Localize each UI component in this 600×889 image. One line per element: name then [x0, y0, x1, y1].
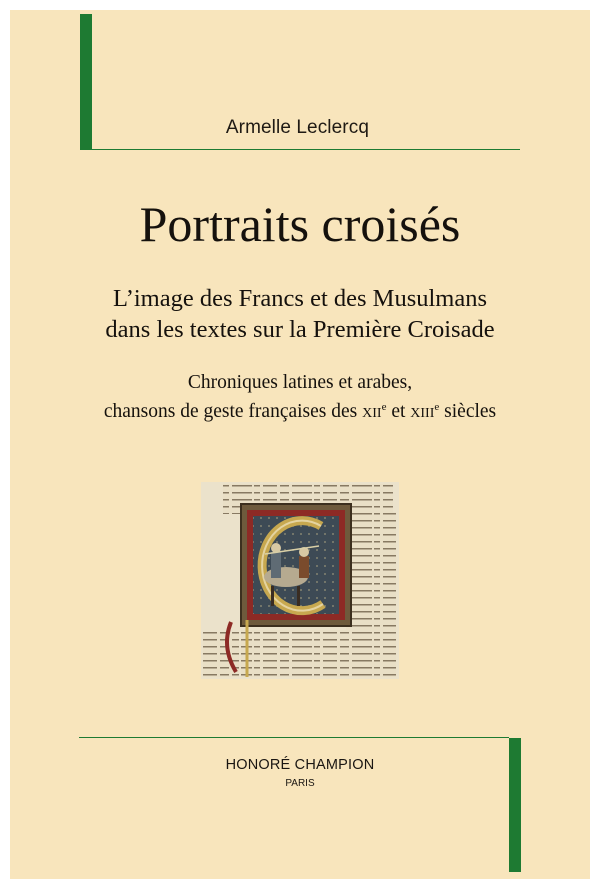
book-title: Portraits croisés — [139, 196, 461, 252]
publisher-name: HONORÉ CHAMPION — [225, 757, 375, 773]
author-name: Armelle Leclercq — [225, 117, 369, 138]
century-xii: XII — [362, 406, 382, 421]
manuscript-illumination-image — [201, 482, 399, 679]
bottom-rule — [79, 737, 509, 738]
secondary-subtitle-line-1: Chroniques latines et arabes, — [187, 372, 413, 393]
subtitle-line-1: L’image des Francs et des Musulmans — [112, 285, 488, 312]
century-xiii-suffix: e — [434, 401, 440, 413]
subtitle — [0, 283, 600, 345]
publisher-city: PARIS — [285, 778, 315, 789]
subtitle-line-2: dans les textes sur la Première Croisade — [105, 316, 495, 343]
top-rule — [92, 149, 520, 150]
century-xii-suffix: e — [381, 401, 387, 413]
secondary-subtitle-prefix: chansons de geste françaises des — [103, 401, 358, 422]
secondary-subtitle — [0, 370, 600, 426]
secondary-subtitle-suffix: siècles — [444, 401, 497, 422]
secondary-subtitle-line-2 — [0, 395, 600, 426]
conjunction: et — [391, 401, 406, 422]
century-xiii: XIII — [410, 406, 435, 421]
book-cover — [10, 10, 590, 879]
top-accent-bar — [80, 14, 92, 150]
